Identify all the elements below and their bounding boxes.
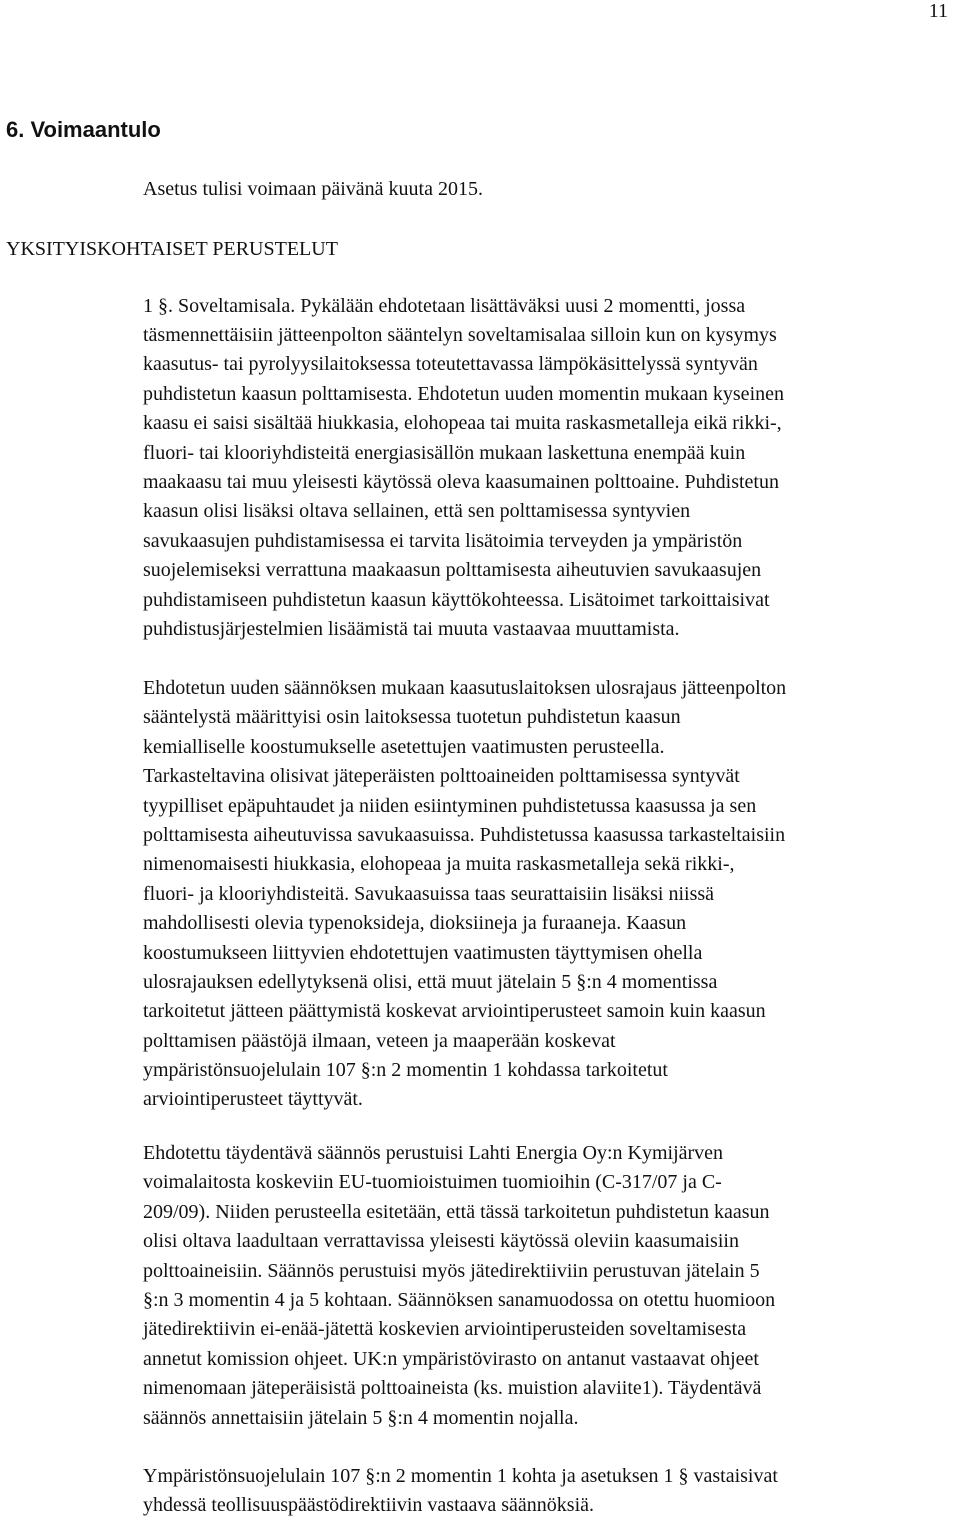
details-heading: YKSITYISKOHTAISET PERUSTELUT bbox=[6, 238, 338, 260]
text-line: nimenomaisesti hiukkasia, elohopeaa ja muita raskasmetalleja sekä rikki-, bbox=[143, 853, 735, 876]
text-line: tarkoitetut jätteen päättymistä koskevat arviointiperusteet samoin kuin kaasun bbox=[143, 1000, 766, 1023]
section-heading: 6. Voimaantulo bbox=[6, 117, 161, 142]
text-line: savukaasujen puhdistamisessa ei tarvita lisätoimia terveyden ja ympäristön bbox=[143, 529, 743, 552]
text-line: polttamisesta aiheutuvissa savukaasuissa. Puhdistetussa kaasussa tarkasteltaisiin bbox=[143, 823, 786, 846]
text-line: §:n 3 momentin 4 ja 5 kohtaan. Säännöksen sanamuodossa on otettu huomioon bbox=[143, 1288, 776, 1311]
paragraph-4 bbox=[143, 1462, 778, 1521]
text-line: kaasun olisi lisäksi oltava sellainen, että sen polttamisessa syntyvien bbox=[143, 500, 691, 523]
text-line: kaasu ei saisi sisältää hiukkasia, elohopeaa tai muita raskasmetalleja eikä rikki-, bbox=[143, 412, 782, 435]
text-line: sääntelystä määrittyisi osin laitoksessa tuotetun puhdistetun kaasun bbox=[143, 706, 681, 729]
text-line: Ehdotettu täydentävä säännös perustuisi Lahti Energia Oy:n Kymijärven bbox=[143, 1142, 724, 1164]
text-line: tyypilliset epäpuhtaudet ja niiden esiintyminen puhdistetussa kaasussa ja sen bbox=[143, 794, 757, 817]
text-line: fluori- ja klooriyhdisteitä. Savukaasuissa taas seurattaisiin lisäksi niissä bbox=[143, 882, 715, 905]
text-line: olisi oltava laadultaan verrattavissa yleisesti käytössä oleviin kaasumaisiin bbox=[143, 1230, 739, 1253]
text-line: kemialliselle koostumukselle asetettujen vaatimusten perusteella. bbox=[143, 735, 665, 758]
text-line: annetut komission ohjeet. UK:n ympäristövirasto on antanut vastaavat ohjeet bbox=[143, 1347, 759, 1370]
text-line: täsmennettäisiin jätteenpolton sääntelyn soveltamisalaa silloin kun on kysymys bbox=[143, 324, 777, 346]
text-line: Ehdotetun uuden säännöksen mukaan kaasutuslaitoksen ulosrajaus jätteenpolton bbox=[143, 677, 787, 699]
text-line: yhdessä teollisuuspäästödirektiivin vastaava säännöksiä. bbox=[143, 1494, 595, 1517]
paragraph-1 bbox=[143, 321, 784, 644]
text-line: mahdollisesti olevia typenoksideja, dioksiineja ja furaaneja. Kaasun bbox=[143, 912, 687, 935]
paragraph-2 bbox=[143, 674, 786, 1115]
paragraph-1-first-line: 1 §. Soveltamisala. Pykälään ehdotetaan lisättäväksi uusi 2 momentti, jossa bbox=[143, 295, 746, 317]
text-line: jätedirektiivin ei-enää-jätettä koskevien arviointiperusteiden soveltamisesta bbox=[143, 1318, 747, 1341]
text-line: arviointiperusteet täyttyvät. bbox=[143, 1088, 363, 1111]
text-line: fluori- tai klooriyhdisteitä energiasisällön mukaan laskettuna enempää kuin bbox=[143, 441, 746, 464]
text-line: voimalaitosta koskeviin EU-tuomioistuimen tuomioihin (C-317/07 ja C- bbox=[143, 1171, 722, 1194]
text-line: Ympäristönsuojelulain 107 §:n 2 momentin 1 kohta ja asetuksen 1 § vastaisivat bbox=[143, 1465, 778, 1487]
text-line: säännös annettaisiin jätelain 5 §:n 4 momentin nojalla. bbox=[143, 1406, 579, 1429]
page-number: 11 bbox=[928, 0, 948, 22]
text-line: koostumukseen liittyvien ehdotettujen vaatimusten täyttymisen ohella bbox=[143, 941, 703, 964]
text-line: polttamisen päästöjä ilmaan, veteen ja maaperään koskevat bbox=[143, 1029, 616, 1052]
text-line: suojelemiseksi verrattuna maakaasun polttamisesta aiheutuvien savukaasujen bbox=[143, 559, 762, 582]
paragraph-3 bbox=[143, 1139, 775, 1433]
text-line: puhdistusjärjestelmien lisäämistä tai muuta vastaavaa muuttamista. bbox=[143, 617, 680, 640]
text-line: kaasutus- tai pyrolyysilaitoksessa toteutettavassa lämpökäsittelyssä syntyvän bbox=[143, 353, 758, 376]
effective-date-text: Asetus tulisi voimaan päivänä kuuta 2015. bbox=[143, 178, 483, 200]
text-line: puhdistetun kaasun polttamisesta. Ehdotetun uuden momentin mukaan kyseinen bbox=[143, 382, 784, 405]
text-line: nimenomaan jäteperäisistä polttoaineista (ks. muistion alaviite1). Täydentävä bbox=[143, 1377, 762, 1400]
text-line: puhdistamiseen puhdistetun kaasun käyttökohteessa. Lisätoimet tarkoittaisivat bbox=[143, 588, 770, 611]
text-line: 209/09). Niiden perusteella esitetään, että tässä tarkoitetun puhdistetun kaasun bbox=[143, 1200, 770, 1223]
text-line: maakaasu tai muu yleisesti käytössä oleva kaasumainen polttoaine. Puhdistetun bbox=[143, 470, 779, 493]
text-line: Tarkasteltavina olisivat jäteperäisten polttoaineiden polttamisessa syntyvät bbox=[143, 765, 740, 788]
text-line: polttoaineisiin. Säännös perustuisi myös jätedirektiiviin perustuvan jätelain 5 bbox=[143, 1259, 760, 1282]
text-line: ulosrajauksen edellytyksenä olisi, että muut jätelain 5 §:n 4 momentissa bbox=[143, 970, 718, 993]
text-line: ympäristönsuojelulain 107 §:n 2 momentin 1 kohdassa tarkoitetut bbox=[143, 1059, 668, 1082]
